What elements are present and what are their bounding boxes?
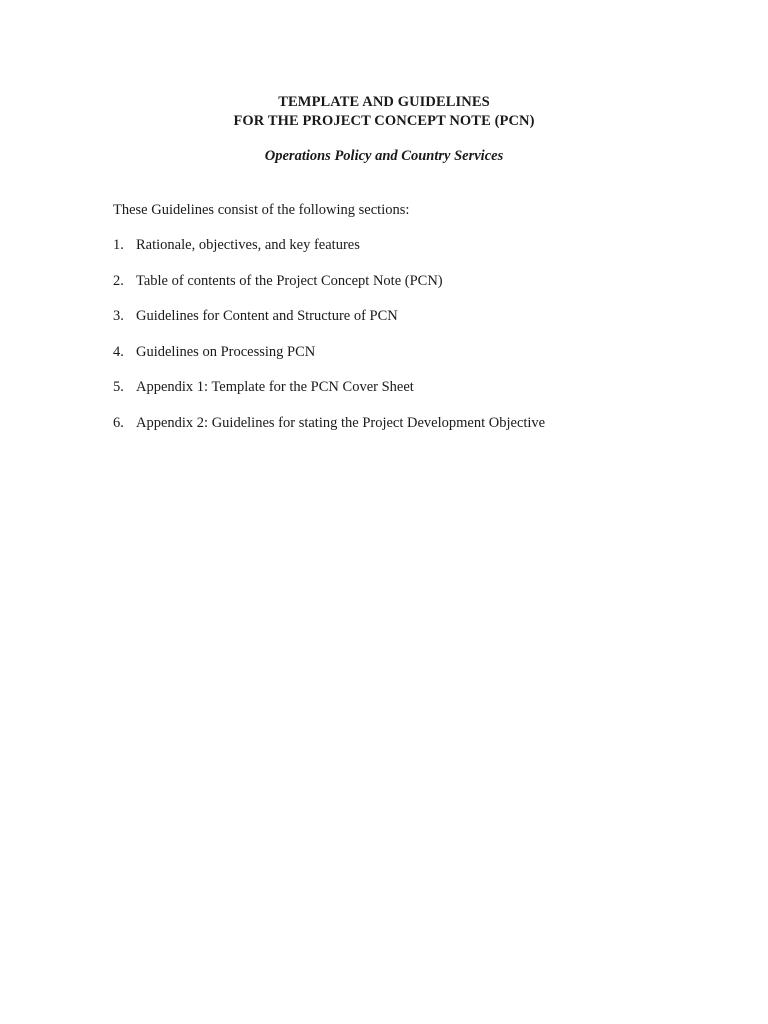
list-item: [113, 343, 545, 361]
list-item: [113, 378, 545, 396]
list-item-text: Table of contents of the Project Concept Note (PCN): [136, 272, 443, 289]
list-item-number: 2.: [113, 272, 124, 289]
list-item-text: Appendix 2: Guidelines for stating the Project Development Objective: [136, 414, 546, 431]
document-title-line-2: FOR THE PROJECT CONCEPT NOTE (PCN): [233, 113, 535, 129]
list-item-number: 5.: [113, 379, 124, 396]
list-item-text: Appendix 1: Template for the PCN Cover Sheet: [136, 379, 414, 396]
list-item-text: Guidelines on Processing PCN: [136, 343, 316, 360]
intro-paragraph: These Guidelines consist of the following sections:: [113, 202, 410, 218]
document-title-line-1: TEMPLATE AND GUIDELINES: [278, 94, 490, 110]
list-item-number: 6.: [113, 414, 124, 431]
sections-list: [113, 236, 545, 450]
list-item: [113, 414, 545, 432]
list-item-number: 4.: [113, 343, 124, 360]
list-item: [113, 236, 545, 254]
list-item: [113, 272, 545, 290]
list-item-text: Guidelines for Content and Structure of PCN: [136, 308, 398, 325]
list-item-number: 3.: [113, 308, 124, 325]
list-item: [113, 307, 545, 325]
document-subtitle: Operations Policy and Country Services: [264, 148, 504, 164]
list-item-text: Rationale, objectives, and key features: [136, 237, 360, 253]
list-item-number: 1.: [113, 237, 124, 253]
